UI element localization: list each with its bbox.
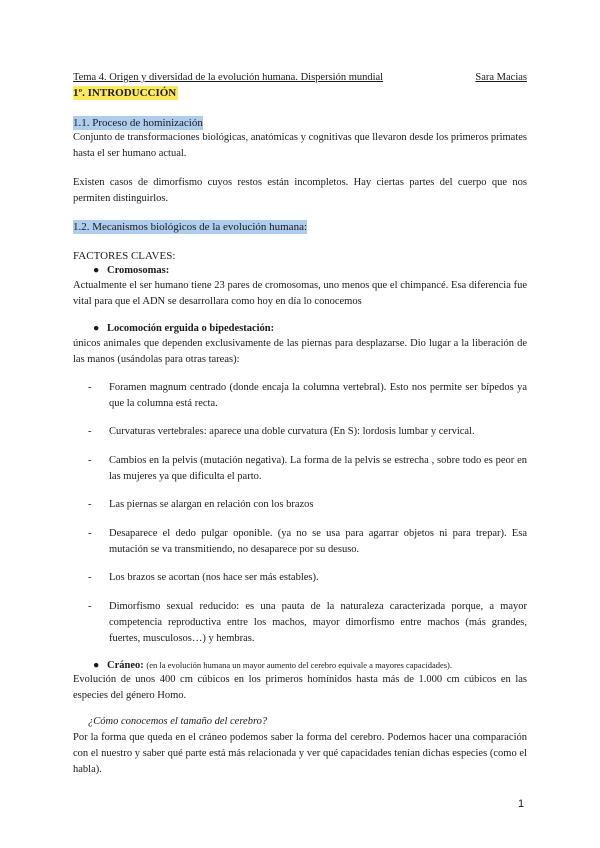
dash-marker: - [88, 528, 92, 539]
paragraph-hominizacion: Conjunto de transformaciones biológicas, anatómicas y cognitivas que llevaron desde los primeros primates hasta el ser humano actual. [73, 132, 527, 159]
question-text: ¿Cómo conocemos el tamaño del cerebro? [88, 716, 268, 727]
paragraph-craneo: Evolución de unos 400 cm cúbicos en los primeros homínidos hasta más de 1.000 cm cúbicos en las especies del género Homo. [73, 674, 527, 701]
dash-marker: - [88, 601, 92, 612]
list-item-text: Dimorfismo sexual reducido: es una pauta de la naturaleza caracterizada porque, a mayor competencia reproductiva entre los machos, mayor dimorfismo entre machos (más grandes, fuertes, musculosos…) y hembras. [109, 601, 527, 644]
list-item [88, 453, 527, 485]
header-author: Sara Macias [475, 72, 527, 83]
page-header [73, 72, 527, 86]
list-item [88, 526, 527, 558]
paragraph-locomocion: únicos animales que dependen exclusivamente de las piernas para desplazarse. Dio lugar a la liberación de las manos (usándolas para otras tareas): [73, 338, 527, 365]
bullet-label: Locomoción erguida o bipedestación: [107, 323, 275, 334]
dash-marker: - [88, 382, 92, 393]
dash-marker: - [88, 499, 92, 510]
paragraph-dimorfismo: Existen casos de dimorfismo cuyos restos están incompletos. Hay ciertas partes del cuerpo que nos permiten distinguirlos. [73, 177, 527, 204]
bullet-label: Cráneo: [107, 660, 144, 671]
bullet-icon: ● [93, 265, 100, 276]
dash-marker: - [88, 426, 92, 437]
header-title: Tema 4. Origen y diversidad de la evolución humana. Dispersión mundial [73, 72, 384, 83]
bullet-icon: ● [93, 323, 100, 334]
craneo-note: (en la evolución humana un mayor aumento del cerebro equivale a mayores capacidades). [146, 660, 453, 670]
bullet-craneo [93, 658, 452, 673]
list-item [88, 424, 527, 440]
paragraph-answer: Por la forma que queda en el cráneo podemos saber la forma del cerebro. Podemos hacer una comparación con el nuestro y saber qué parte está más relacionada y ver qué capacidades tenían dichas especies (como el habla). [73, 732, 527, 775]
list-item [88, 497, 527, 513]
bullet-icon: ● [93, 660, 100, 671]
subsection-heading-1-2: 1.2. Mecanismos biológicos de la evolución humana: [73, 221, 308, 233]
dash-marker: - [88, 455, 92, 466]
list-item [88, 599, 527, 647]
list-item-text: Los brazos se acortan (nos hace ser más estables). [109, 572, 319, 583]
list-item-text: Desaparece el dedo pulgar oponible. (ya no se usa para agarrar objetos ni para trepar). Esa mutación se va transmitiendo, no desaparece por su desuso. [109, 528, 527, 555]
list-item-text: Las piernas se alargan en relación con los brazos [109, 499, 314, 510]
section-heading: 1º. INTRODUCCIÓN [73, 87, 177, 99]
bullet-locomocion [93, 322, 274, 336]
factores-heading: FACTORES CLAVES: [73, 250, 176, 262]
bullet-cromosomas [93, 264, 169, 278]
dash-marker: - [88, 572, 92, 583]
paragraph-cromosomas: Actualmente el ser humano tiene 23 pares de cromosomas, uno menos que el chimpancé. Esa diferencia fue vital para que el ADN se desarrollara como hoy en día lo conocemos [73, 280, 527, 307]
list-item [88, 380, 527, 412]
subsection-heading-1-1: 1.1. Proceso de hominización [73, 117, 203, 129]
list-item-text: Curvaturas vertebrales: aparece una doble curvatura (En S): lordosis lumbar y cervical. [109, 426, 475, 437]
page-number: 1 [518, 798, 525, 810]
bullet-label: Cromosomas: [107, 265, 170, 276]
list-item [88, 570, 527, 586]
list-item-text: Cambios en la pelvis (mutación negativa). La forma de la pelvis se estrecha , sobre todo es peor en las mujeres ya que dificulta el parto. [109, 455, 527, 482]
list-item-text: Foramen magnum centrado (donde encaja la columna vertebral). Esto nos permite ser bípedos ya que la columna está recta. [109, 382, 527, 409]
